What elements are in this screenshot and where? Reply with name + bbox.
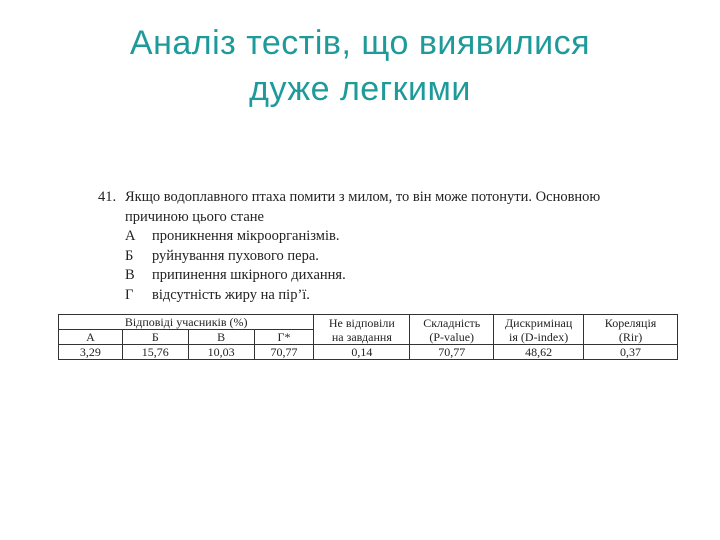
header-answer-a: А — [59, 330, 123, 345]
option-text: відсутність жиру на пір’ї. — [152, 286, 310, 303]
header-line: Кореляція — [604, 315, 657, 330]
question-stem — [98, 188, 688, 208]
table-cell: 0,14 — [314, 345, 410, 360]
header-line: (P-value) — [429, 329, 475, 344]
option-text: руйнування пухового пера. — [152, 247, 319, 264]
table-header-row-1 — [59, 315, 678, 330]
slide-title-line-2: дуже легкими — [249, 70, 471, 108]
table-cell: 15,76 — [122, 345, 188, 360]
table-cell: 70,77 — [254, 345, 314, 360]
option-text: припинення шкірного дихання. — [152, 267, 346, 283]
header-line: Складність — [423, 315, 481, 330]
option-text: проникнення мікроорганізмів. — [152, 228, 340, 244]
table-cell: 0,37 — [584, 345, 678, 360]
slide-title — [0, 20, 720, 112]
header-correlation — [584, 315, 678, 345]
header-line: Дискримінац — [504, 315, 573, 330]
header-participant-answers: Відповіді учасників (%) — [59, 315, 314, 330]
option-letter: Б — [125, 247, 134, 264]
item-statistics-table — [58, 314, 678, 360]
table-cell: 48,62 — [494, 345, 584, 360]
table-cell: 70,77 — [410, 345, 494, 360]
table-cell: 10,03 — [188, 345, 254, 360]
header-answer-b: Б — [122, 330, 188, 345]
question-number: 41. — [98, 189, 117, 205]
answer-option-g — [98, 286, 688, 306]
slide-title-line-1: Аналіз тестів, що виявилися — [129, 24, 591, 62]
header-line: на завдання — [331, 329, 392, 344]
header-discrimination — [494, 315, 584, 345]
test-question — [98, 188, 688, 305]
header-line: ія (D-index) — [509, 329, 569, 344]
header-line: (Rir) — [618, 329, 643, 344]
table-row — [59, 345, 678, 360]
option-letter: В — [125, 267, 135, 283]
header-no-answer — [314, 315, 410, 345]
answer-option-b — [98, 247, 688, 267]
option-letter: А — [125, 228, 136, 244]
question-text-line-2: причиною цього стане — [125, 208, 264, 225]
question-text-line-1: Якщо водоплавного птаха помити з милом, то він може потонути. Основною — [125, 189, 601, 205]
header-line: Не відповіли — [328, 315, 395, 330]
answer-option-v — [98, 266, 688, 286]
answer-option-a — [98, 227, 688, 247]
option-letter: Г — [125, 286, 134, 303]
header-difficulty — [410, 315, 494, 345]
question-stem-continued — [98, 208, 688, 228]
header-answer-g: Г* — [254, 330, 314, 345]
header-answer-v: В — [188, 330, 254, 345]
table-cell: 3,29 — [59, 345, 123, 360]
